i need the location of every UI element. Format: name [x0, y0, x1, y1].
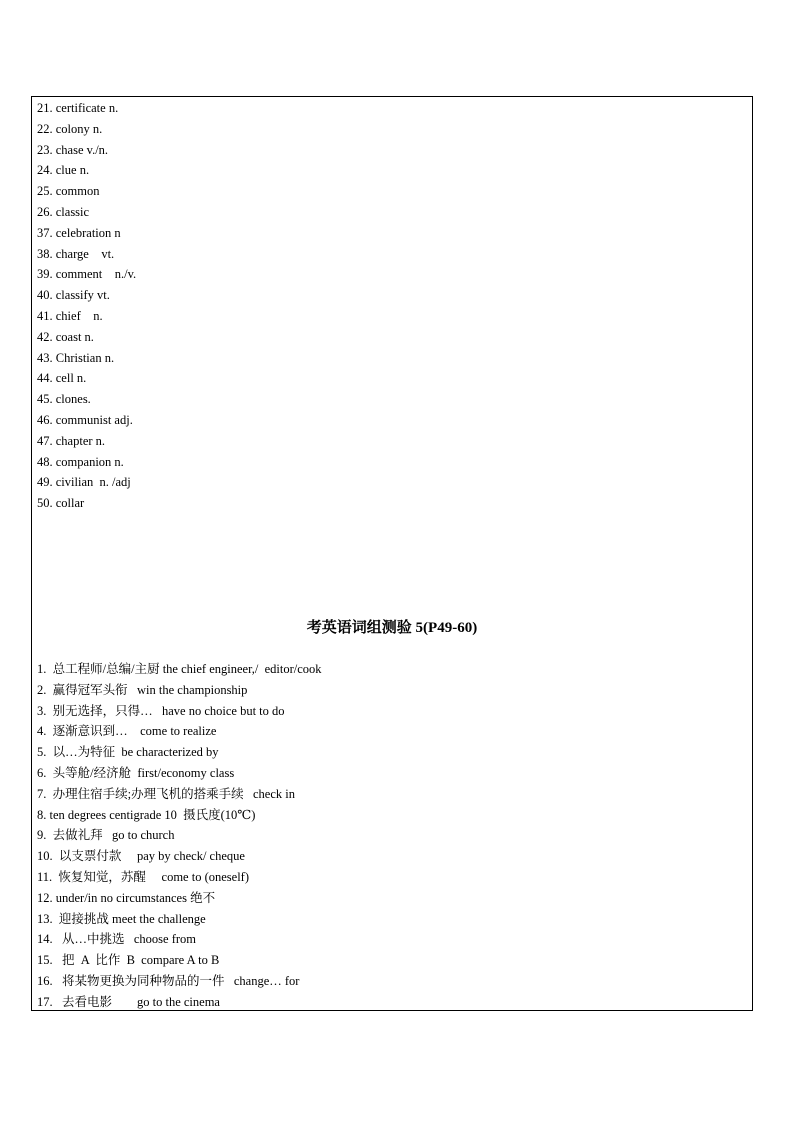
vocab-item: 47. chapter n. [37, 433, 106, 448]
phrase-item: 10. 以支票付款 pay by check/ cheque [37, 849, 245, 864]
phrase-item: 16. 将某物更换为同种物品的一件 change… for [37, 973, 300, 988]
vocab-list [37, 98, 136, 514]
vocab-item: 24. clue n. [37, 163, 90, 178]
vocab-item: 43. Christian n. [37, 350, 115, 365]
vocab-item: 42. coast n. [37, 329, 94, 344]
phrase-item: 17. 去看电影 go to the cinema [37, 994, 220, 1009]
phrase-item: 6. 头等舱/经济舱 first/economy class [37, 765, 235, 780]
vocab-item: 39. comment n./v. [37, 267, 137, 282]
vocab-item: 49. civilian n. /adj [37, 475, 131, 490]
vocab-item: 48. companion n. [37, 454, 124, 469]
section-title: 考英语词组测验 5(P49-60) [306, 620, 478, 636]
vocab-item: 26. classic [37, 204, 90, 219]
phrase-item: 1. 总工程师/总编/主厨 the chief engineer,/ editor/cook [37, 662, 322, 676]
vocab-item: 21. certificate n. [37, 101, 119, 115]
phrase-item: 4. 逐渐意识到… come to realize [37, 724, 217, 739]
phrase-item: 11. 恢复知觉，苏醒 come to (oneself) [37, 869, 249, 884]
phrase-item: 15. 把 A 比作 B compare A to B [37, 953, 220, 968]
phrase-item: 9. 去做礼拜 go to church [37, 828, 175, 843]
vocab-item: 50. collar [37, 496, 85, 511]
vocab-item: 37. celebration n [37, 225, 121, 240]
phrase-item: 5. 以…为特征 be characterized by [37, 745, 219, 760]
vocab-item: 45. clones. [37, 392, 91, 407]
phrase-item: 13. 迎接挑战 meet the challenge [37, 911, 206, 926]
phrase-item: 12. under/in no circumstances 绝不 [37, 890, 216, 905]
vocab-item: 44. cell n. [37, 371, 87, 386]
phrase-list [37, 659, 322, 1013]
phrase-item: 8. ten degrees centigrade 10 摄氏度(10℃) [37, 807, 256, 822]
vocab-item: 38. charge vt. [37, 246, 115, 261]
vocab-item: 40. classify vt. [37, 288, 110, 303]
vocab-item: 41. chief n. [37, 308, 103, 323]
phrase-item: 14. 从…中挑选 choose from [37, 932, 197, 947]
vocab-item: 25. common [37, 184, 100, 199]
vocab-item: 46. communist adj. [37, 412, 133, 427]
phrase-item: 2. 赢得冠军头衔 win the championship [37, 682, 248, 697]
vocab-item: 23. chase v./n. [37, 142, 109, 157]
vocab-item: 22. colony n. [37, 121, 103, 136]
phrase-item: 3. 别无选择，只得… have no choice but to do [37, 703, 285, 718]
phrase-item: 7. 办理住宿手续;办理飞机的搭乘手续 check in [37, 786, 295, 801]
